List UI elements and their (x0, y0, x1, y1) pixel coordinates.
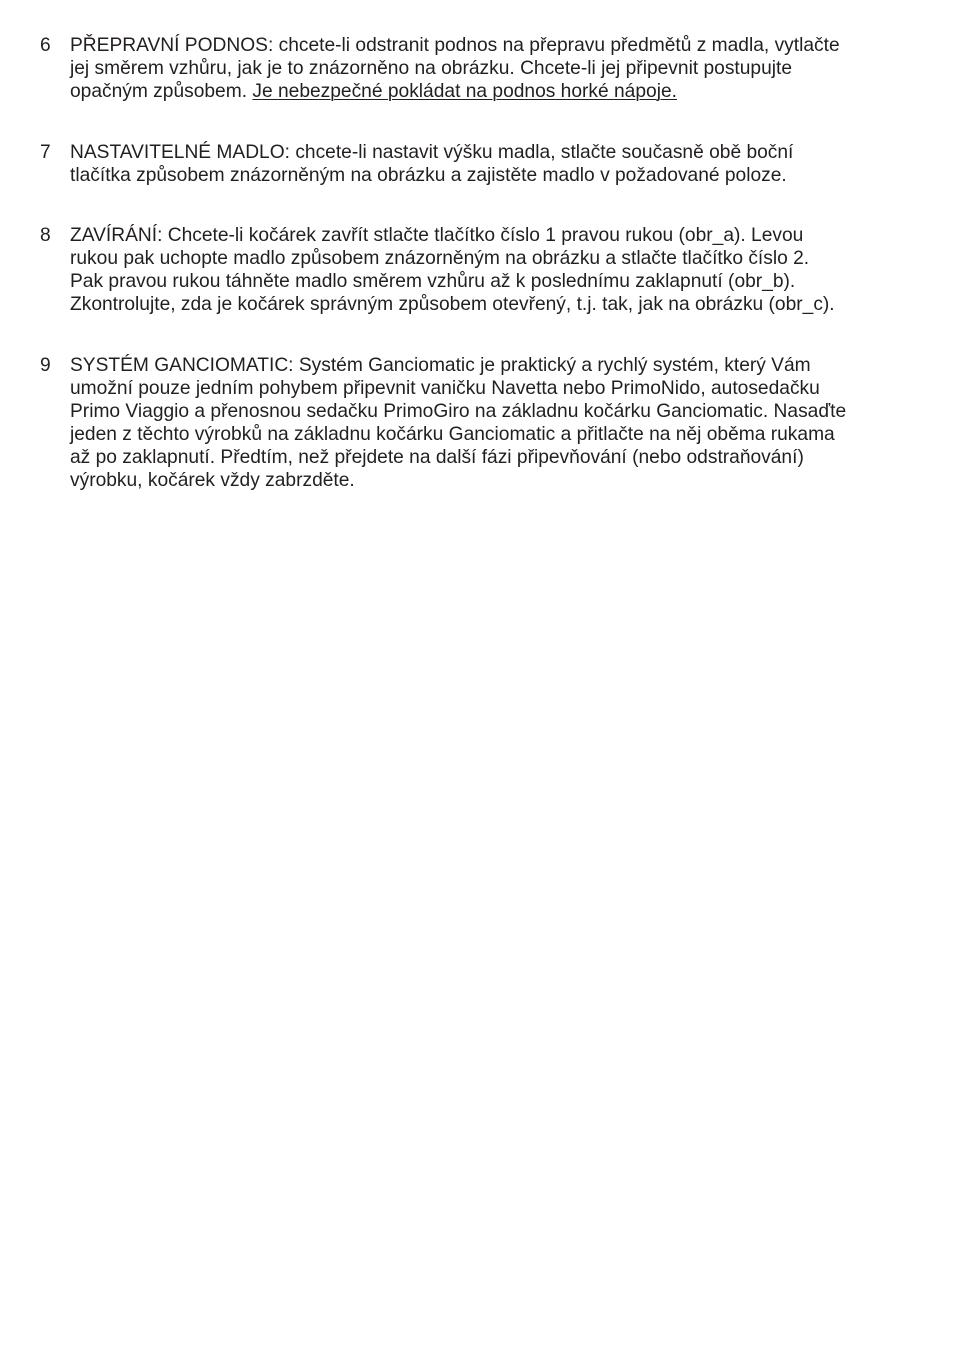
instruction-item-7 (40, 141, 920, 187)
text-line: výrobku, kočárek vždy zabrzděte. (70, 470, 355, 491)
text-line: umožní pouze jedním pohybem připevnit vaničku Navetta nebo PrimoNido, autosedačku (70, 378, 820, 399)
item-number: 6 (40, 35, 51, 56)
item-number: 8 (40, 225, 51, 246)
text-line: ZAVÍRÁNÍ: Chcete-li kočárek zavřít stlačte tlačítko číslo 1 pravou rukou (obr_a). Levou (70, 225, 804, 246)
instruction-item-9 (40, 354, 920, 492)
item-number: 9 (40, 355, 51, 376)
item-text (70, 141, 920, 187)
text-line: Zkontrolujte, zda je kočárek správným způsobem otevřený, t.j. tak, jak na obrázku (obr_c). (70, 294, 835, 315)
text-line: PŘEPRAVNÍ PODNOS: chcete-li odstranit podnos na přepravu předmětů z madla, vytlačte (70, 35, 840, 56)
text-line: SYSTÉM GANCIOMATIC: Systém Ganciomatic je praktický a rychlý systém, který Vám (70, 355, 811, 376)
item-text (70, 34, 920, 103)
text-line: až po zaklapnutí. Předtím, než přejdete na další fázi připevňování (nebo odstraňování) (70, 447, 804, 468)
item-text (70, 354, 920, 492)
instruction-item-8 (40, 224, 920, 316)
text-line: jej směrem vzhůru, jak je to znázorněno na obrázku. Chcete-li jej připevnit postupujte (70, 58, 793, 79)
text-line-with-warning (70, 80, 920, 103)
text-line: jeden z těchto výrobků na základnu kočárku Ganciomatic a přitlačte na něj oběma rukama (70, 424, 835, 445)
text-line: Pak pravou rukou táhněte madlo směrem vzhůru až k poslednímu zaklapnutí (obr_b). (70, 271, 796, 292)
text-line: opačným způsobem. (70, 81, 253, 102)
item-text (70, 224, 920, 316)
text-line: NASTAVITELNÉ MADLO: chcete-li nastavit výšku madla, stlačte současně obě boční (70, 142, 794, 163)
item-number: 7 (40, 142, 51, 163)
text-line: Primo Viaggio a přenosnou sedačku PrimoGiro na základnu kočárku Ganciomatic. Nasaďte (70, 401, 847, 422)
text-line: rukou pak uchopte madlo způsobem znázorněným na obrázku a stlačte tlačítko číslo 2. (70, 248, 810, 269)
instruction-item-6 (40, 34, 920, 103)
text-line: tlačítka způsobem znázorněným na obrázku a zajistěte madlo v požadované poloze. (70, 165, 787, 186)
hot-drinks-warning: Je nebezpečné pokládat na podnos horké nápoje. (252, 81, 677, 102)
